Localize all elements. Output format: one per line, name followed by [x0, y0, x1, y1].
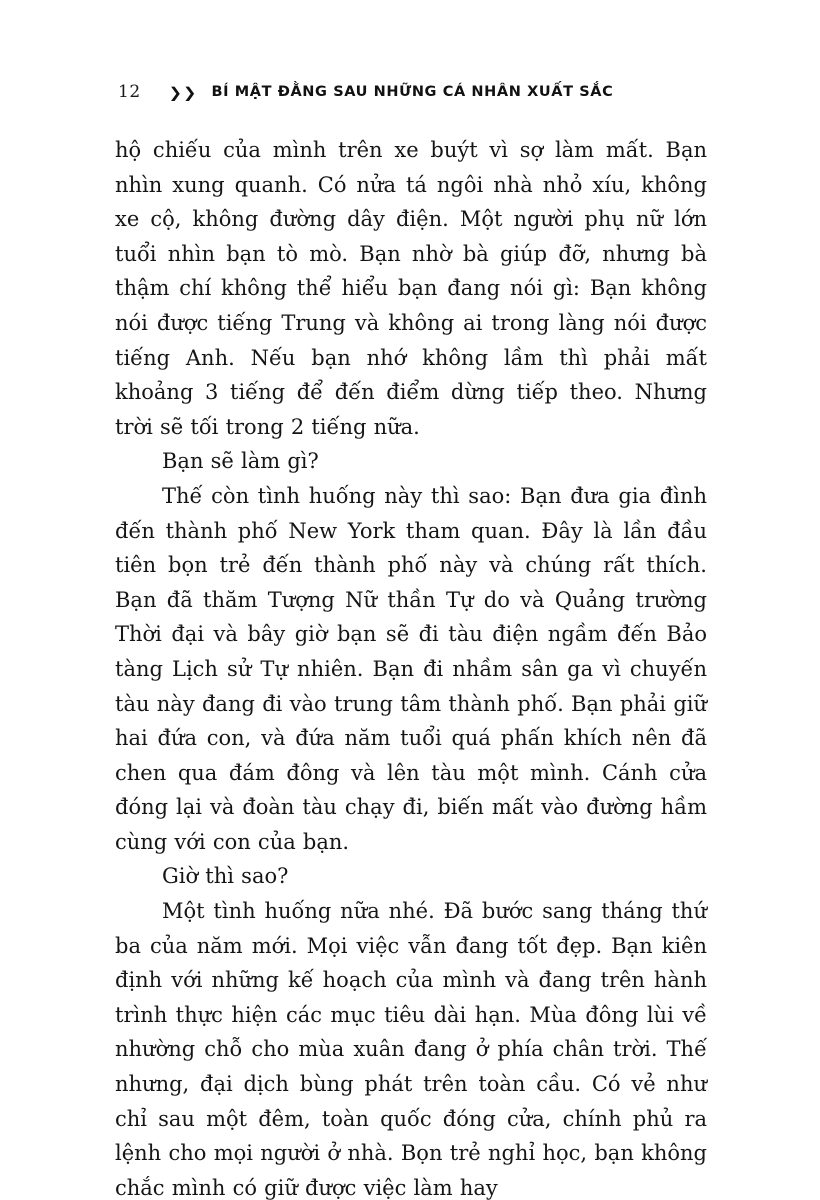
paragraph-question: Giờ thì sao? — [162, 864, 289, 889]
page-body — [115, 133, 707, 1200]
paragraph: Thế còn tình huống này thì sao: Bạn đưa gia đình đến thành phố New York tham quan. Đây là lần đầu tiên bọn trẻ đến thành phố này và chúng rất thích. Bạn đã thăm Tượng Nữ thần Tự do và Quảng trường Thời đại và bây giờ bạn sẽ đi tàu điện ngầm đến Bảo tàng Lịch sử Tự nhiên. Bạn đi nhầm sân ga vì chuyến tàu này đang đi vào trung tâm thành phố. Bạn phải giữ hai đứa con, và đứa năm tuổi quá phấn khích nên đã chen qua đám đông và lên tàu một mình. Cánh cửa đóng lại và đoàn tàu chạy đi, biến mất vào đường hầm cùng với con của bạn. — [115, 483, 707, 854]
page-number: 12 — [118, 82, 141, 102]
double-chevron-icon: ❯❯ — [168, 83, 198, 101]
paragraph-question: Bạn sẽ làm gì? — [162, 449, 319, 474]
paragraph: Một tình huống nữa nhé. Đã bước sang tháng thứ ba của năm mới. Mọi việc vẫn đang tốt đẹp. Bạn kiên định với những kế hoạch của mình và đang trên hành trình thực hiện các mục tiêu dài hạn. Mùa đông lùi về nhường chỗ cho mùa xuân đang ở phía chân trời. Thế nhưng, đại dịch bùng phát trên toàn cầu. Có vẻ như chỉ sau một đêm, toàn quốc đóng cửa, chính phủ ra lệnh cho mọi người ở nhà. Bọn trẻ nghỉ học, bạn không chắc mình có giữ được việc làm hay — [115, 899, 707, 1200]
page-header — [118, 82, 710, 102]
running-title: BÍ MẬT ĐẰNG SAU NHỮNG CÁ NHÂN XUẤT SẮC — [211, 84, 614, 100]
paragraph-continuation: hộ chiếu của mình trên xe buýt vì sợ làm mất. Bạn nhìn xung quanh. Có nửa tá ngôi nhà nhỏ xíu, không xe cộ, không đường dây điện. Một người phụ nữ lớn tuổi nhìn bạn tò mò. Bạn nhờ bà giúp đỡ, nhưng bà thậm chí không thể hiểu bạn đang nói gì: Bạn không nói được tiếng Trung và không ai trong làng nói được tiếng Anh. Nếu bạn nhớ không lầm thì phải mất khoảng 3 tiếng để đến điểm dừng tiếp theo. Nhưng trời sẽ tối trong 2 tiếng nữa. — [115, 138, 707, 439]
